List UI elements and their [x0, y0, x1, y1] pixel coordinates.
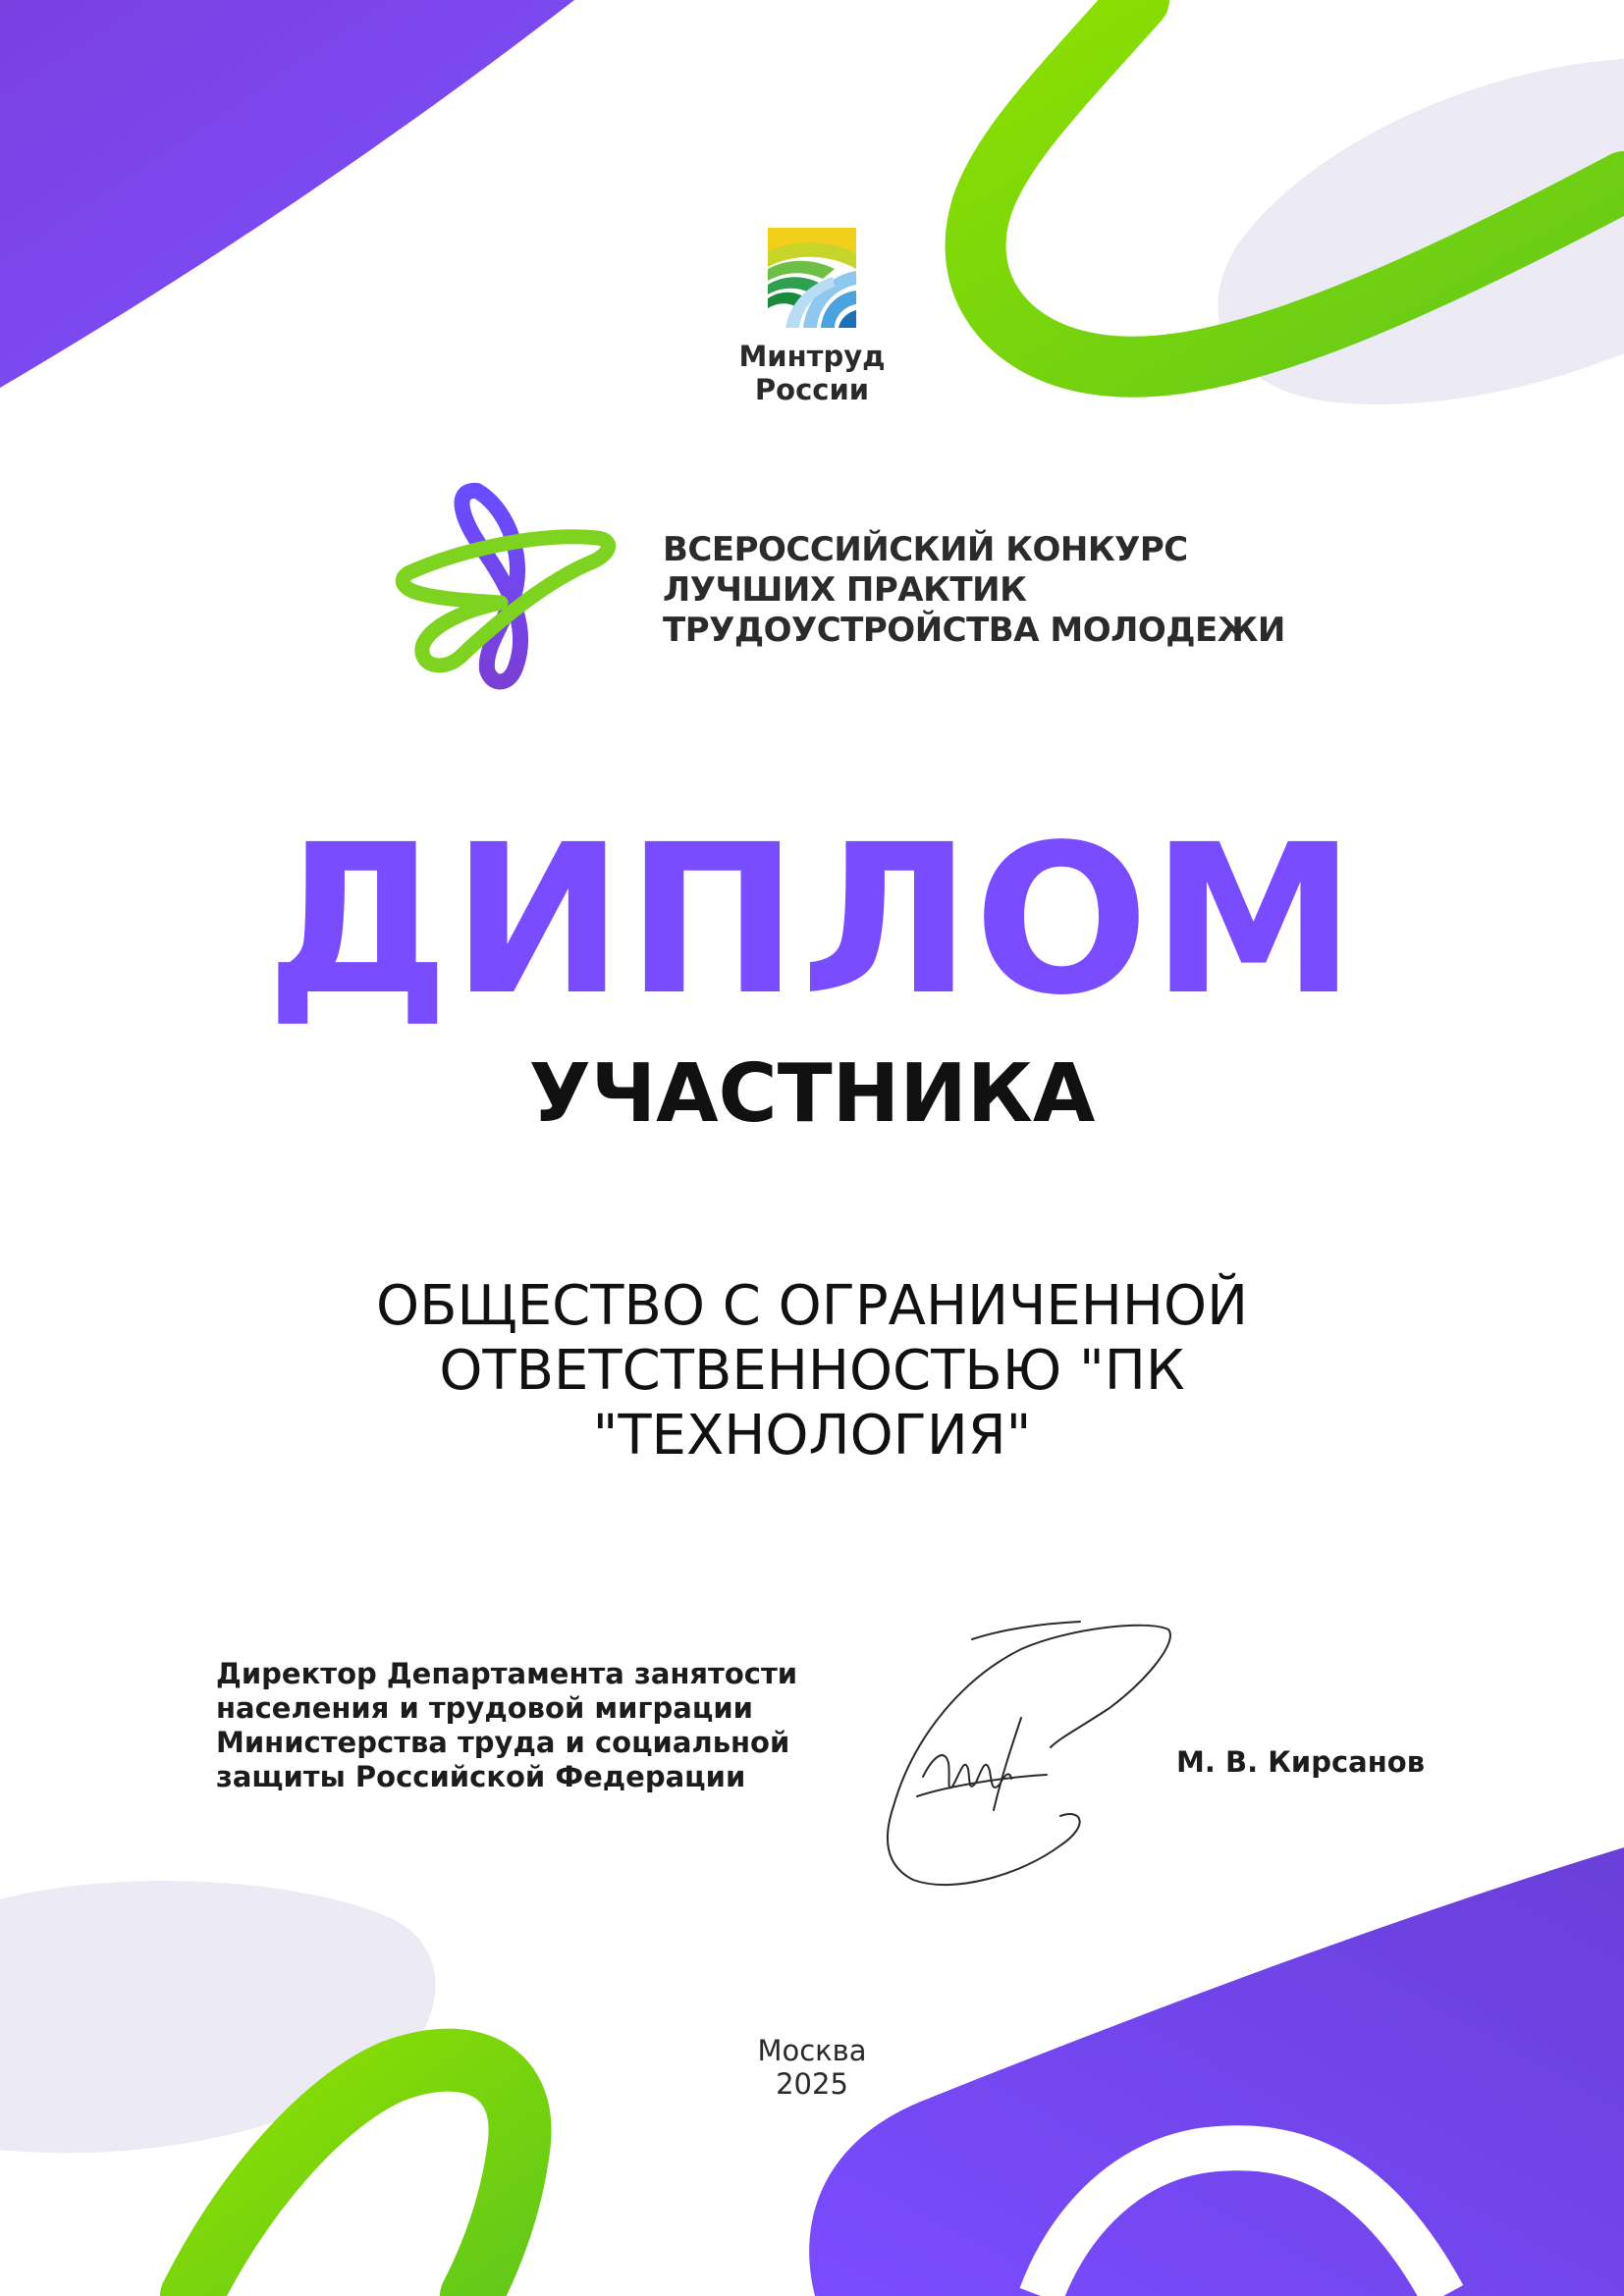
- signer-position-line-2: населения и трудовой миграции: [216, 1691, 754, 1725]
- recipient-line-1: ОБЩЕСТВО С ОГРАНИЧЕННОЙ: [376, 1274, 1248, 1338]
- recipient-line-2: ОТВЕТСТВЕННОСТЬЮ "ПК: [439, 1339, 1185, 1403]
- signer-position-line-1: Директор Департамента занятости: [216, 1657, 798, 1690]
- signer-position-line-4: защиты Российской Федерации: [216, 1760, 746, 1793]
- city: Москва: [757, 2034, 867, 2067]
- signer-position: [216, 1657, 825, 1794]
- recipient-name: [223, 1274, 1401, 1468]
- place-and-year: [714, 2034, 910, 2101]
- mintrud-logo-icon: [764, 224, 860, 332]
- contest-title-line-1: ВСЕРОССИЙСКИЙ КОНКУРС: [663, 530, 1188, 569]
- signer-position-line-3: Министерства труда и социальной: [216, 1726, 790, 1759]
- contest-star-logo-icon: [393, 481, 619, 697]
- purple-corner-shape-top-left: [0, 0, 574, 388]
- signer-name: М. В. Кирсанов: [1176, 1745, 1426, 1779]
- ministry-name-line-1: Минтруд: [738, 340, 886, 373]
- diploma-title: ДИПЛОМ: [265, 800, 1359, 1041]
- contest-title: [663, 530, 1546, 651]
- contest-title-line-2: ЛУЧШИХ ПРАКТИК: [663, 570, 1027, 610]
- contest-title-line-3: ТРУДОУСТРОЙСТВА МОЛОДЕЖИ: [663, 611, 1285, 650]
- ministry-name-line-2: России: [754, 373, 870, 406]
- recipient-line-3: "ТЕХНОЛОГИЯ": [592, 1404, 1032, 1468]
- year: 2025: [776, 2067, 848, 2101]
- handwritten-signature: [854, 1600, 1178, 1895]
- purple-shape-bottom-right: [809, 1847, 1624, 2296]
- diploma-subtitle: УЧАСТНИКА: [528, 1047, 1096, 1141]
- ministry-name: [687, 340, 937, 406]
